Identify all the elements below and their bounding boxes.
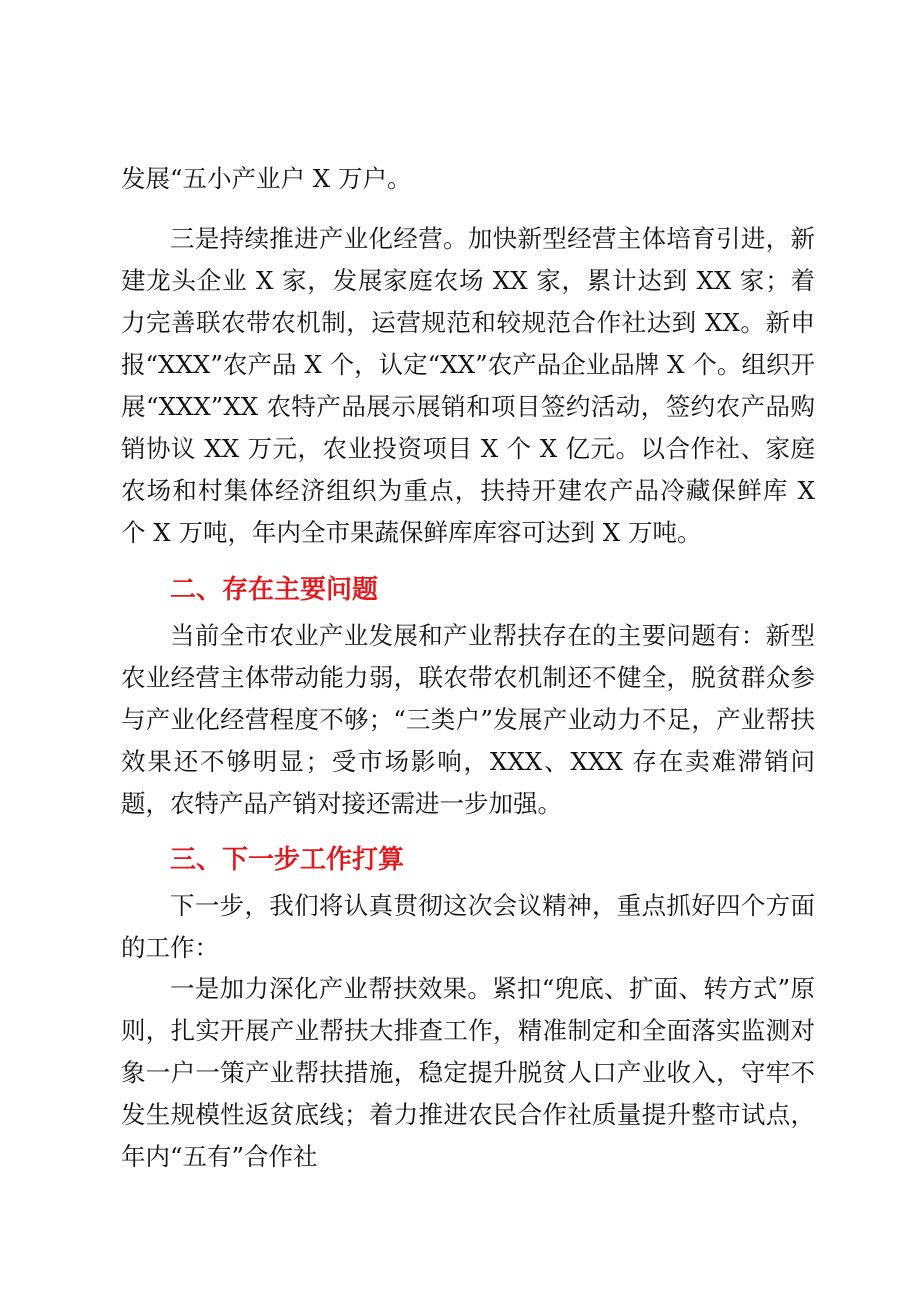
heading-next-steps: 三、下一步工作打算: [170, 845, 405, 875]
heading-existing-problems: 二、存在主要问题: [170, 575, 379, 605]
paragraph-next-intro: 下一步，我们将认真贯彻这次会议精神，重点抓好四个方面的工作：: [121, 891, 815, 962]
paragraph-problems: 当前全市农业产业发展和产业帮扶存在的主要问题有：新型农业经营主体带动能力弱，联农带农机制还不健全，脱贫群众参与产业化经营程度不够；“三类户”发展产业动力不足，产业帮扶效果还不够明显；受市场影响，XXX、XXX 存在卖难滞销问题，农特产品产销对接还需进一步加强。: [121, 621, 815, 818]
paragraph-industrialization: 三是持续推进产业化经营。加快新型经营主体培育引进，新建龙头企业 X 家，发展家庭农场 XX 家，累计达到 XX 家；着力完善联农带农机制，运营规范和较规范合作社达到 XX。新申报“XXX”农产品 X 个，认定“XX”农产品企业品牌 X 个。组织开展“XXX”XX 农特产品展示展销和项目签约活动，签约农产品购销协议 XX 万元，农业投资项目 X 个 X 亿元。以合作社、家庭农场和村集体经济组织为重点，扶持开建农产品冷藏保鲜库 X 个 X 万吨，年内全市果蔬保鲜库库容可达到 X 万吨。: [121, 224, 815, 547]
paragraph-continuation: 发展“五小产业户 X 万户。: [121, 164, 412, 193]
paragraph-deepen-support: 一是加力深化产业帮扶效果。紧扣“兜底、扩面、转方式”原则，扎实开展产业帮扶大排查工作，精准制定和全面落实监测对象一户一策产业帮扶措施，稳定提升脱贫人口产业收入，守牢不发生规模性返贫底线；着力推进农民合作社质量提升整市试点，年内“五有”合作社: [121, 974, 815, 1171]
